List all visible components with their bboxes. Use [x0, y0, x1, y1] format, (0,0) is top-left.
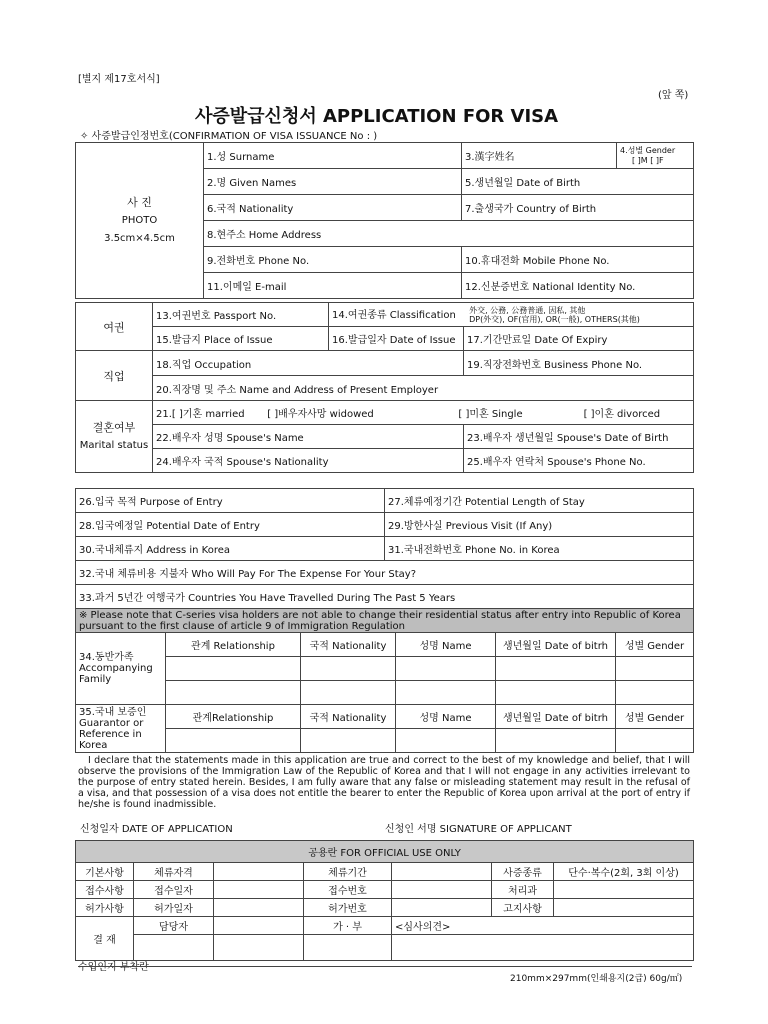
guarantor-row-dob[interactable]	[496, 729, 616, 753]
passport-job-marital-table	[75, 302, 694, 473]
photo-label-en: PHOTO	[121, 214, 158, 226]
guarantor-nationality-header: 국적 Nationality	[301, 705, 396, 729]
purpose-field[interactable]: 26.입국 목적 Purpose of Entry	[76, 489, 385, 513]
form-title: 사증발급신청서 APPLICATION FOR VISA	[195, 106, 559, 127]
surname-field[interactable]: 1.성 Surname	[204, 143, 462, 169]
approval-sign-2[interactable]	[214, 935, 304, 961]
receipt-date-label: 접수일자	[134, 881, 214, 899]
notification-value[interactable]	[554, 899, 694, 917]
family-row-2-nationality[interactable]	[301, 681, 396, 705]
photo-size: 3.5cm×4.5cm	[104, 232, 175, 244]
email-field[interactable]: 11.이메일 E-mail	[204, 273, 462, 299]
stay-status-label: 체류자격	[134, 863, 214, 881]
gender-options[interactable]: [ ]M [ ]F	[632, 155, 664, 165]
chinese-name-field[interactable]: 3.漢字姓名	[462, 143, 617, 169]
receipt-number-label: 접수번호	[304, 881, 392, 899]
married-option[interactable]: 21.[ ]기혼 married	[156, 409, 245, 420]
family-row-1-relationship[interactable]	[166, 657, 301, 681]
guarantor-label	[76, 705, 166, 753]
photo-label: 사 진	[127, 195, 152, 209]
family-label-ko: 34.동반가족	[79, 652, 134, 663]
permit-info-label: 허가사항	[76, 899, 134, 917]
spouse-nationality-field[interactable]: 24.배우자 국적 Spouse's Nationality	[153, 449, 464, 473]
family-label-en: Accompanying Family	[79, 663, 153, 685]
notification-label: 고지사항	[492, 899, 554, 917]
spouse-name-field[interactable]: 22.배우자 성명 Spouse's Name	[153, 425, 464, 449]
home-address-field[interactable]: 8.현주소 Home Address	[204, 221, 694, 247]
official-use-title: 공용란 FOR OFFICIAL USE ONLY	[76, 841, 694, 863]
passport-type-label: 14.여권종류 Classification	[332, 309, 456, 321]
family-row-2-relationship[interactable]	[166, 681, 301, 705]
phone-in-korea-field[interactable]: 31.국내전화번호 Phone No. in Korea	[385, 537, 694, 561]
family-row-1-gender[interactable]	[616, 657, 694, 681]
gender-label: 4.성별 Gender	[620, 145, 676, 155]
officer-label: 담당자	[134, 917, 214, 935]
job-section-label: 직업	[76, 351, 153, 401]
divorced-option[interactable]: [ ]이혼 divorced	[583, 409, 661, 420]
permit-number-value[interactable]	[392, 899, 492, 917]
applicant-signature-label: 신청인 서명 SIGNATURE OF APPLICANT	[385, 824, 572, 835]
given-names-field[interactable]: 2.명 Given Names	[204, 169, 462, 195]
date-of-expiry-field[interactable]: 17.기간만료일 Date Of Expiry	[464, 327, 694, 351]
family-name-header: 성명 Name	[396, 633, 496, 657]
family-row-1-dob[interactable]	[496, 657, 616, 681]
paper-spec: 210mm×297mm(인쇄용지(2급) 60g/㎡)	[510, 974, 683, 984]
receipt-number-value[interactable]	[392, 881, 492, 899]
yes-no-label: 가 · 부	[304, 917, 392, 935]
passport-number-field[interactable]: 13.여권번호 Passport No.	[153, 303, 329, 327]
employer-field[interactable]: 20.직장명 및 주소 Name and Address of Present Employer	[153, 376, 694, 401]
approval-sign-3[interactable]	[304, 935, 392, 961]
footer-divider	[78, 966, 692, 967]
single-multiple-option[interactable]: 단수·복수(2회, 3회 이상)	[554, 863, 694, 881]
official-use-table	[75, 840, 694, 961]
review-opinion-space[interactable]	[392, 935, 694, 961]
dob-field[interactable]: 5.생년월일 Date of Birth	[462, 169, 694, 195]
single-option[interactable]: [ ]미혼 Single	[458, 409, 523, 420]
family-dob-header: 생년월일 Date of bitrh	[496, 633, 616, 657]
stay-period-label: 체류기간	[304, 863, 392, 881]
phone-field[interactable]: 9.전화번호 Phone No.	[204, 247, 462, 273]
guarantor-label-ko: 35.국내 보증인	[79, 706, 147, 718]
family-guarantor-table	[75, 632, 694, 753]
guarantor-row-nationality[interactable]	[301, 729, 396, 753]
passport-type-options-ko: 外交, 公務, 公務普通, 因私, 其他	[469, 305, 586, 315]
address-in-korea-field[interactable]: 30.국내체류지 Address in Korea	[76, 537, 385, 561]
date-of-issue-field[interactable]: 16.발급일자 Date of Issue	[329, 327, 464, 351]
guarantor-row-relationship[interactable]	[166, 729, 301, 753]
guarantor-row-name[interactable]	[396, 729, 496, 753]
officer-value[interactable]	[214, 917, 304, 935]
permit-date-label: 허가일자	[134, 899, 214, 917]
passport-type-field[interactable]	[329, 303, 694, 327]
family-row-2-name[interactable]	[396, 681, 496, 705]
receipt-info-label: 접수사항	[76, 881, 134, 899]
family-label	[76, 633, 166, 705]
countries-visited-field[interactable]: 33.과거 5년간 여행국가 Countries You Have Travelled During The Past 5 Years	[76, 585, 694, 609]
marital-section-label	[76, 401, 153, 473]
permit-date-value[interactable]	[214, 899, 304, 917]
page-side: (앞 쪽)	[658, 90, 689, 101]
spouse-dob-field[interactable]: 23.배우자 생년월일 Spouse's Date of Birth	[464, 425, 694, 449]
marital-label: 결혼여부	[92, 420, 136, 434]
declaration-text: I declare that the statements made in this application are true and correct to the best of my knowledge and belief, that I will observe the provisions of the Immigration Law of the Republic of Korea and that I will not engage in any activities irrelevant to the purpose of entry stated herein. Besides, I am fully aware that any false or misleading statement may result in the refusal of a visa, and that possession of a visa does not entitle the bearer to enter the Republic of Korea upon arrival at the port of entry if he/she is found inadmissible.	[78, 755, 690, 810]
guarantor-gender-header: 성별 Gender	[616, 705, 694, 729]
approval-label: 결 재	[76, 917, 134, 961]
revenue-stamp-label: 수입인지 부착란	[78, 962, 149, 973]
personal-info-table	[75, 142, 694, 299]
guarantor-label-en: Guarantor or Reference in Korea	[79, 717, 144, 751]
confirmation-number: ✧ 사증발급인정번호(CONFIRMATION OF VISA ISSUANCE No : )	[80, 131, 378, 142]
family-nationality-header: 국적 Nationality	[301, 633, 396, 657]
previous-visit-field[interactable]: 29.방한사실 Previous Visit (If Any)	[385, 513, 694, 537]
stay-period-value[interactable]	[392, 863, 492, 881]
family-row-1-name[interactable]	[396, 657, 496, 681]
passport-type-options	[469, 306, 640, 324]
family-row-2-gender[interactable]	[616, 681, 694, 705]
visa-type-label: 사증종류	[492, 863, 554, 881]
guarantor-relationship-header: 관계Relationship	[166, 705, 301, 729]
c-series-notice: ※ Please note that C-series visa holders are not able to change their residential status after entry into Republic of Korea pursuant to the first clause of article 9 of Immigration Regulation	[76, 609, 694, 633]
guarantor-dob-header: 생년월일 Date of bitrh	[496, 705, 616, 729]
widowed-option[interactable]: [ ]배우자사망 widowed	[267, 409, 374, 420]
approval-sign-1[interactable]	[134, 935, 214, 961]
application-date-label: 신청일자 DATE OF APPLICATION	[80, 824, 233, 835]
business-phone-field[interactable]: 19.직장전화번호 Business Phone No.	[464, 351, 694, 376]
family-row-1-nationality[interactable]	[301, 657, 396, 681]
form-number: [별지 제17호서식]	[78, 74, 160, 85]
passport-section-label: 여권	[76, 303, 153, 351]
expense-payer-field[interactable]: 32.국내 체류비용 지불자 Who Will Pay For The Expense For Your Stay?	[76, 561, 694, 585]
place-of-issue-field[interactable]: 15.발급지 Place of Issue	[153, 327, 329, 351]
family-relationship-header: 관계 Relationship	[166, 633, 301, 657]
gender-field[interactable]	[617, 143, 694, 169]
guarantor-row-gender[interactable]	[616, 729, 694, 753]
permit-number-label: 허가번호	[304, 899, 392, 917]
review-opinion[interactable]: <심사의견>	[392, 917, 694, 935]
occupation-field[interactable]: 18.직업 Occupation	[153, 351, 464, 376]
guarantor-name-header: 성명 Name	[396, 705, 496, 729]
entry-date-field[interactable]: 28.입국예정일 Potential Date of Entry	[76, 513, 385, 537]
family-gender-header: 성별 Gender	[616, 633, 694, 657]
stay-status-value[interactable]	[214, 863, 304, 881]
processing-division-value[interactable]	[554, 881, 694, 899]
photo-box	[76, 143, 204, 299]
visit-info-table	[75, 488, 694, 633]
receipt-date-value[interactable]	[214, 881, 304, 899]
processing-division-label: 처리과	[492, 881, 554, 899]
spouse-phone-field[interactable]: 25.배우자 연락처 Spouse's Phone No.	[464, 449, 694, 473]
country-of-birth-field[interactable]: 7.출생국가 Country of Birth	[462, 195, 694, 221]
nationality-field[interactable]: 6.국적 Nationality	[204, 195, 462, 221]
family-row-2-dob[interactable]	[496, 681, 616, 705]
mobile-field[interactable]: 10.휴대전화 Mobile Phone No.	[462, 247, 694, 273]
marital-status-options[interactable]	[153, 401, 694, 425]
length-of-stay-field[interactable]: 27.체류예정기간 Potential Length of Stay	[385, 489, 694, 513]
basic-info-label: 기본사항	[76, 863, 134, 881]
national-id-field[interactable]: 12.신분증번호 National Identity No.	[462, 273, 694, 299]
marital-label-en: Marital status	[79, 439, 149, 451]
passport-type-options-en: DP(外交), OF(官用), OR(一般), OTHERS(其他)	[469, 314, 640, 324]
